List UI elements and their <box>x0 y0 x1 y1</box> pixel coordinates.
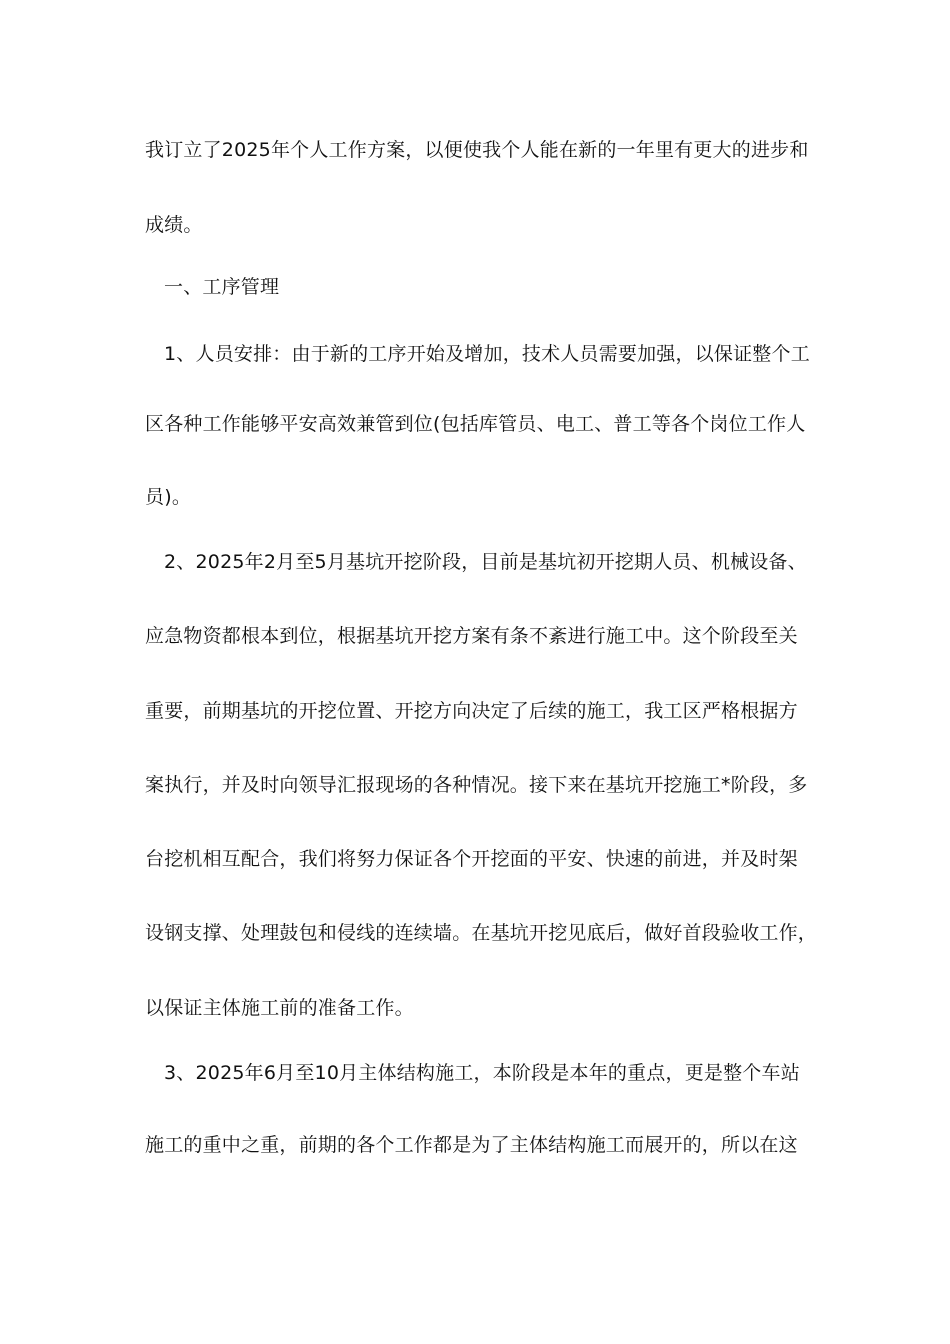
text-line: 成绩。 <box>145 214 203 236</box>
text-line: 3、2025年6月至10月主体结构施工，本阶段是本年的重点，更是整个车站 <box>164 1062 800 1084</box>
text-line: 区各种工作能够平安高效兼管到位(包括库管员、电工、普工等各个岗位工作人 <box>145 413 806 435</box>
text-line: 员)。 <box>145 486 192 508</box>
text-line: 施工的重中之重，前期的各个工作都是为了主体结构施工而展开的，所以在这 <box>145 1134 798 1156</box>
text-line: 以保证主体施工前的准备工作。 <box>145 997 414 1019</box>
text-line: 案执行，并及时向领导汇报现场的各种情况。接下来在基坑开挖施工*阶段，多 <box>145 774 808 796</box>
text-line: 我订立了2025年个人工作方案，以便使我个人能在新的一年里有更大的进步和 <box>145 139 809 161</box>
text-line: 应急物资都根本到位，根据基坑开挖方案有条不紊进行施工中。这个阶段至关 <box>145 625 798 647</box>
text-line: 2、2025年2月至5月基坑开挖阶段，目前是基坑初开挖期人员、机械设备、 <box>164 551 807 573</box>
text-line: 设钢支撑、处理鼓包和侵线的连续墙。在基坑开挖见底后，做好首段验收工作， <box>145 922 818 944</box>
text-line: 1、人员安排：由于新的工序开始及增加，技术人员需要加强，以保证整个工 <box>164 343 810 365</box>
text-line: 台挖机相互配合，我们将努力保证各个开挖面的平安、快速的前进，并及时架 <box>145 848 798 870</box>
text-line: 重要，前期基坑的开挖位置、开挖方向决定了后续的施工，我工区严格根据方 <box>145 700 798 722</box>
section-heading: 一、工序管理 <box>164 276 280 298</box>
